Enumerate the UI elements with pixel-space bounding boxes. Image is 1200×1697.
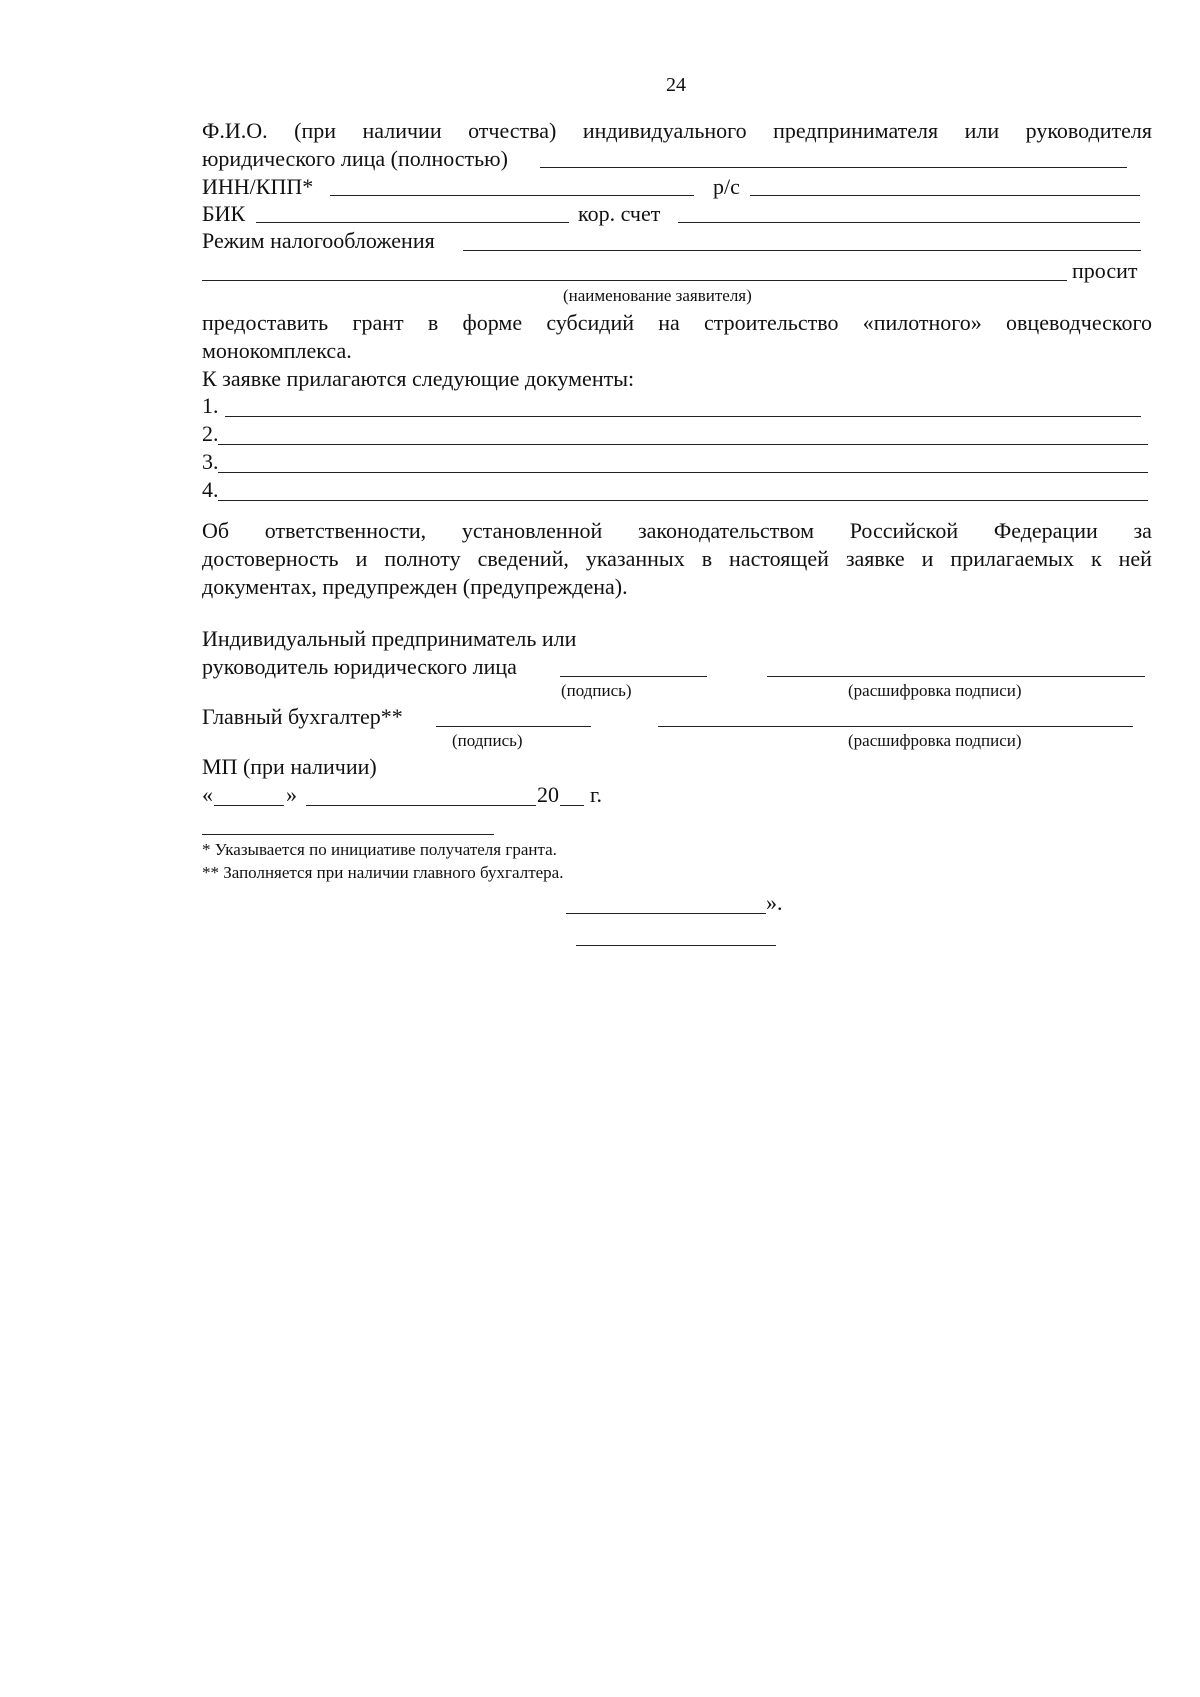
asks-word: просит: [1072, 258, 1138, 283]
responsibility-line-2: [202, 546, 1152, 572]
date-day-line: [214, 805, 284, 806]
fio-word: Ф.И.О.: [202, 118, 268, 143]
applicant-caption: (наименование заявителя): [563, 286, 752, 305]
fio-line-1: [202, 118, 1152, 144]
fio-word: предпринимателя: [773, 118, 939, 143]
tax-regime-field-line: [463, 250, 1141, 251]
head-signature-line: [560, 676, 707, 677]
responsibility-word: Российской: [849, 518, 959, 543]
document-item-number: 4.: [202, 477, 219, 502]
corr-account-label: кор. счет: [578, 201, 661, 226]
closing-line: [566, 913, 766, 914]
date-year-prefix: 20: [537, 782, 559, 807]
request-word: предоставить: [202, 310, 329, 335]
responsibility-word: и: [355, 546, 368, 571]
responsibility-word: полноту: [384, 546, 461, 571]
request-word: в: [427, 310, 439, 335]
accountant-decode-line: [658, 726, 1133, 727]
fio-word: отчества): [468, 118, 557, 143]
fio-word: руководителя: [1025, 118, 1152, 143]
applicant-name-field-line: [202, 280, 1067, 281]
request-word: форме: [462, 310, 523, 335]
responsibility-word: в: [701, 546, 713, 571]
seal-label: МП (при наличии): [202, 754, 377, 779]
responsibility-word: ней: [1118, 546, 1152, 571]
fio-word: индивидуального: [582, 118, 747, 143]
closing-rule: [576, 945, 776, 946]
head-decode-caption: (расшифровка подписи): [848, 681, 1022, 700]
request-word: овцеводческого: [1006, 310, 1152, 335]
date-close-quote: »: [286, 782, 297, 807]
account-label: р/с: [713, 174, 740, 199]
date-open-quote: «: [202, 782, 213, 807]
responsibility-word: прилагаемых: [950, 546, 1074, 571]
accountant-signature-line: [436, 726, 591, 727]
accountant-signature-caption: (подпись): [452, 731, 523, 750]
document-item-number: 2.: [202, 421, 219, 446]
date-year-line: [560, 805, 584, 806]
responsibility-word: сведений,: [477, 546, 569, 571]
responsibility-word: Федерации: [993, 518, 1098, 543]
responsibility-line-1: [202, 518, 1152, 544]
page-number: 24: [666, 74, 686, 96]
fio-word: (при: [294, 118, 337, 143]
inn-field-line: [330, 195, 694, 196]
bik-field-line: [256, 222, 569, 223]
request-word: на: [658, 310, 680, 335]
accountant-label: Главный бухгалтер**: [202, 704, 403, 729]
footnote-1: * Указывается по инициативе получателя гранта.: [202, 840, 557, 859]
request-word: грант: [352, 310, 404, 335]
bik-label: БИК: [202, 201, 246, 226]
responsibility-word: Об: [202, 518, 230, 543]
responsibility-word: заявке: [845, 546, 905, 571]
date-month-line: [306, 805, 536, 806]
corr-account-field-line: [678, 222, 1140, 223]
document-item-line: [218, 472, 1148, 473]
responsibility-word: к: [1090, 546, 1102, 571]
fio-line-2: юридического лица (полностью): [202, 146, 508, 171]
responsibility-word: за: [1133, 518, 1152, 543]
head-title-line-2: руководитель юридического лица: [202, 654, 517, 679]
responsibility-word: и: [921, 546, 934, 571]
responsibility-word: указанных: [585, 546, 685, 571]
responsibility-word: настоящей: [729, 546, 829, 571]
document-item-line: [218, 500, 1148, 501]
fio-word: или: [964, 118, 1000, 143]
responsibility-word: установленной: [461, 518, 603, 543]
responsibility-word: законодательством: [637, 518, 815, 543]
head-title-line-1: Индивидуальный предприниматель или: [202, 626, 577, 651]
inn-label: ИНН/КПП*: [202, 174, 314, 199]
request-word: субсидий: [546, 310, 634, 335]
document-item-number: 3.: [202, 449, 219, 474]
request-line-2: монокомплекса.: [202, 338, 352, 363]
fio-word: наличии: [362, 118, 442, 143]
head-signature-caption: (подпись): [561, 681, 632, 700]
responsibility-word: ответственности,: [264, 518, 427, 543]
responsibility-word: достоверность: [202, 546, 339, 571]
responsibility-line-3: документах, предупрежден (предупреждена).: [202, 574, 628, 599]
tax-regime-label: Режим налогообложения: [202, 228, 435, 253]
footnote-2: ** Заполняется при наличии главного бухгалтера.: [202, 863, 564, 882]
footnote-separator: [202, 834, 494, 835]
date-year-suffix: г.: [590, 782, 603, 807]
closing-quote: ».: [766, 890, 783, 915]
document-item-line: [225, 416, 1141, 417]
head-decode-line: [767, 676, 1145, 677]
request-line-1: [202, 310, 1152, 336]
accountant-decode-caption: (расшифровка подписи): [848, 731, 1022, 750]
document-item-line: [218, 444, 1148, 445]
documents-heading: К заявке прилагаются следующие документы:: [202, 366, 635, 391]
request-word: строительство: [704, 310, 839, 335]
account-field-line: [750, 195, 1140, 196]
request-word: «пилотного»: [862, 310, 982, 335]
fio-field-line: [540, 167, 1127, 168]
document-item-number: 1.: [202, 393, 219, 418]
